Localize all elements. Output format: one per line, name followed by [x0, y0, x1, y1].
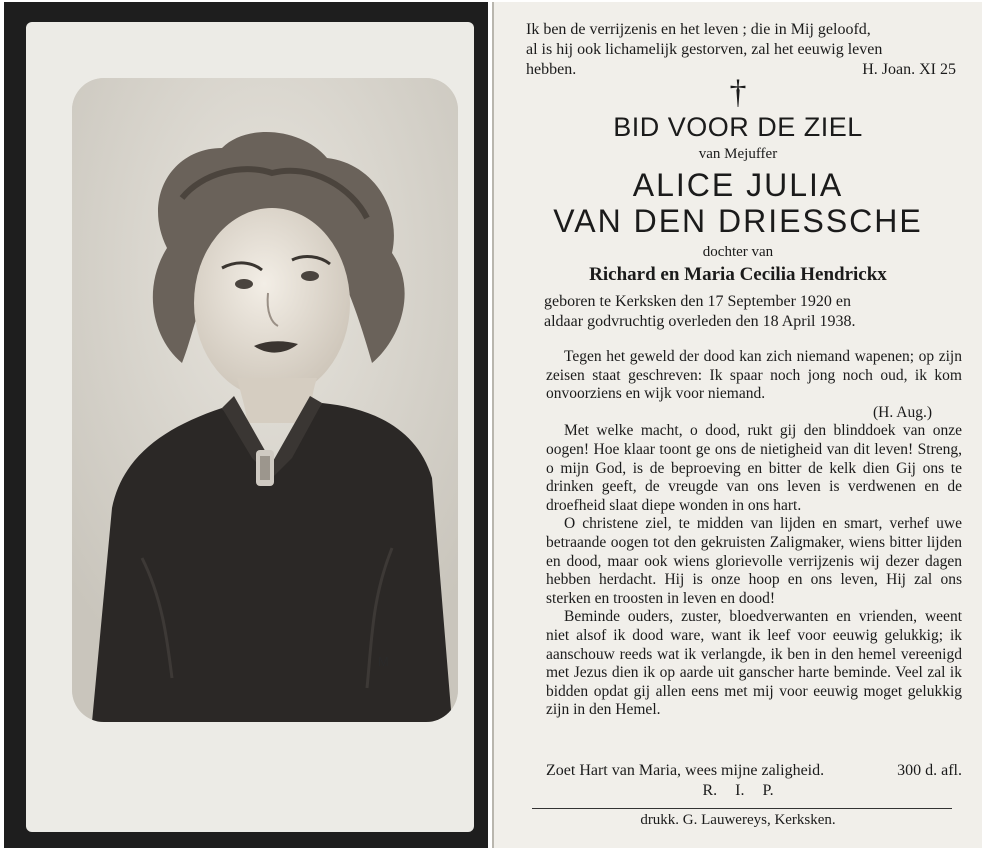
photographer-mark: M	[378, 654, 389, 669]
photo-mount	[26, 22, 474, 832]
scripture-quote	[526, 20, 966, 80]
quote-line-1: Ik ben de verrijzenis en het leven ; die in Mij geloofd,	[526, 21, 871, 38]
rip: R. I. P.	[702, 782, 774, 799]
parents: Richard en Maria Cecilia Hendrickx	[589, 264, 887, 285]
quote-line-2: al is hij ook lichamelijk gestorven, zal het eeuwig leven	[526, 41, 883, 58]
quote-citation: H. Joan. XI 25	[862, 61, 956, 78]
paragraph-4: Beminde ouders, zuster, bloedverwanten en vrienden, weent niet alsof ik dood ware, want ik leef voor eeuwig gelukkig; ik aanschouw reeds wat ik verlangde, ik ben in den hemel vereenigd met Jezus dien ik op aarde uit ganscher harte beminde. Veel zal ik bidden opdat gij allen eens met mij voor eeuwig moget gelukkig zijn in den Hemel.	[546, 608, 962, 719]
birth-line: geboren te Kerksken den 17 September 1920 en	[544, 293, 852, 310]
prayer-text	[546, 348, 962, 720]
cross-icon: †	[729, 74, 747, 111]
paragraph-2: Met welke macht, o dood, rukt gij den blinddoek van onze oogen! Hoe klaar toont ge ons de nietigheid van dit leven! Streng, o mijn God, is de beproeving en bitter de kelk dien Gij ons te drinken geeft, de vreugde van ons leven is verdwenen en de droefheid slaat diepe wonden in ons hart.	[546, 422, 962, 514]
paragraph-1: Tegen het geweld der dood kan zich niemand wapenen; op zijn zeisen staat geschreven: Ik spaar noch jong noch oud, ik kom onvoorziens en wijk voor niemand.	[546, 348, 962, 403]
ejaculation-row	[546, 762, 962, 780]
photo-panel	[4, 2, 488, 848]
death-line: aldaar godvruchtig overleden den 18 April 1938.	[544, 313, 856, 330]
daughter-of: dochter van	[702, 244, 774, 260]
name-line-2: VAN DEN DRIESSCHE	[553, 203, 923, 239]
indulgence: 300 d. afl.	[897, 762, 962, 779]
heading: BID VOOR DE ZIEL	[613, 112, 863, 142]
divider	[532, 808, 952, 809]
paragraph-1-source: (H. Aug.)	[873, 403, 932, 421]
life-dates	[544, 292, 964, 332]
honorific: van Mejuffer	[698, 146, 778, 162]
name-line-1: ALICE JULIA	[632, 167, 844, 203]
paragraph-3: O christene ziel, te midden van lijden en smart, verhef uwe betraande oogen tot den gekruisten Zaligmaker, wiens bitter lijden en dood, maar ook wiens glorievolle verrijzenis wij dezer dagen hebben herdacht. Hij is onze hoop en ons leven, Hij zal ons sterken en troosten in leven en dood!	[546, 515, 962, 607]
printer-credit: drukk. G. Lauwereys, Kerksken.	[640, 812, 836, 828]
paragraph-1-source-row	[546, 404, 962, 423]
text-panel	[492, 2, 982, 848]
portrait-photo	[72, 78, 458, 722]
ejaculation: Zoet Hart van Maria, wees mijne zaligheid.	[546, 762, 825, 779]
quote-line-3-left: hebben.	[526, 61, 577, 78]
portrait-illustration	[72, 78, 458, 722]
